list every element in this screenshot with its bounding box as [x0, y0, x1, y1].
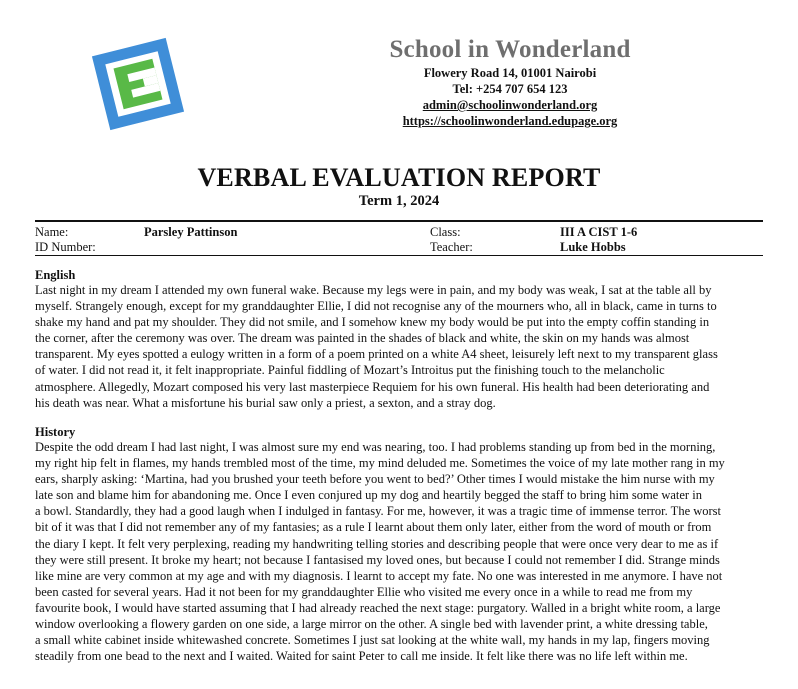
text-line: my right hip felt in flames, my hands trembled most of the time, my mind deluded me. Sometimes the voice of my late mother rang in my: [35, 456, 725, 471]
text-line: of water. I did not read it, it felt inappropriate. Painful fiddling of Mozart’s Introitus put the finishing touch to the melancholic: [35, 363, 665, 378]
text-line: a small white cabinet inside whitewashed concrete. Sometimes I just sat looking at the white wall, my hands in my lap, fingers moving: [35, 633, 710, 648]
text-line: a bowl. Standardly, they had a good laugh when I indulged in fantasy. For me, however, it was a tragic time of immense terror. The worst: [35, 504, 722, 519]
school-website-link[interactable]: https://schoolinwonderland.edupage.org: [402, 114, 618, 128]
text-line: his death was near. What a misfortune his burial saw only a priest, a sexton, and a stray dog.: [35, 395, 496, 410]
section-body-history: [35, 439, 770, 664]
text-line: Last night in my dream I attended my own funeral wake. Because my legs were in pain, and my body was weak, I sat at the table all by: [35, 283, 712, 297]
report-term: Term 1, 2024: [358, 193, 440, 209]
info-top-rule: [35, 220, 763, 222]
school-name: School in Wonderland: [389, 36, 631, 63]
text-line: transparent. My eyes spotted a eulogy written in a form of a poem printed on a white A4 sheet, leisurely left next to my transparent glass: [35, 347, 718, 362]
id-number-label: ID Number:: [35, 240, 96, 254]
text-line: myself. Strangely enough, except for my granddaughter Ellie, I did not recognise any of the mourners who, all in black, came in turns to: [35, 299, 717, 314]
info-bottom-rule: [35, 255, 763, 256]
text-line: like mine are very common at my age and with my diagnosis. I learnt to accept my fate. No one was interested in me anymore. I have not: [35, 568, 723, 583]
school-phone: Tel: +254 707 654 123: [452, 82, 568, 96]
section-title-english: English: [35, 268, 76, 282]
section-body-english: [35, 282, 770, 411]
teacher-value: Luke Hobbs: [560, 240, 626, 254]
school-address: Flowery Road 14, 01001 Nairobi: [423, 66, 597, 80]
text-line: the corner, after the ceremony was over. The dream was painted in the shades of black and white, the skin on my hands was almost: [35, 331, 690, 346]
teacher-label: Teacher:: [430, 240, 473, 254]
text-line: Despite the odd dream I had last night, I was almost sure my end was nearing, too. I had problems standing up from bed in the morning,: [35, 440, 716, 454]
class-label: Class:: [430, 225, 461, 239]
name-label: Name:: [35, 225, 69, 239]
student-name: Parsley Pattinson: [144, 225, 238, 239]
logo-tile: [92, 38, 184, 130]
text-line: atmosphere. Allegedly, Mozart composed his very last masterpiece Requiem for his own funeral. His health had been deteriorating and: [35, 379, 710, 394]
text-line: shake my hand and pat my shoulder. They did not smile, and I somehow knew my body would be put into the empty coffin standing in: [35, 315, 710, 330]
text-line: favourite book, I would have started assuming that I had already reached the next stage: purgatory. Walled in a bright white room, a large: [35, 600, 721, 615]
report-title: VERBAL EVALUATION REPORT: [197, 163, 601, 192]
text-line: late son and blame him for abandoning me. Once I even conjured up my dog and heartily begged the staff to bring him some water in: [35, 488, 702, 503]
class-value: III A CIST 1-6: [560, 225, 638, 239]
text-line: window overlooking a flowery garden on one side, a large mirror on the other. A single bed with lavender print, a white dressing table,: [35, 617, 708, 632]
text-line: they were still present. It broke my heart; not because I fantasised my loved ones, but because I could not remember I did. Strange minds: [35, 552, 720, 567]
text-line: ears, sharply asking: ‘Martina, had you brushed your teeth before you went to bed?’ Other times I would mistake the him nurse with my: [35, 472, 715, 487]
text-line: been casted for several years. Had it not been for my granddaughter Ellie who visited me every once in a while to read me from my: [35, 584, 693, 599]
text-line: bit of it was that I did not remember any of my fantasies; as a rule I learnt about them only later, either from the word of mouth or from: [35, 520, 712, 535]
school-email-link[interactable]: admin@schoolinwonderland.org: [422, 98, 598, 112]
school-logo: [84, 30, 192, 138]
text-line: steadily from one bead to the next and I waited. Waited for saint Peter to call me inside. It felt like there was no life left within me.: [35, 649, 688, 664]
section-title-history: History: [35, 425, 76, 439]
text-line: the diary I kept. It felt very perplexing, reading my handwriting telling stories and describing people that were once very dear to me as if: [35, 536, 719, 551]
